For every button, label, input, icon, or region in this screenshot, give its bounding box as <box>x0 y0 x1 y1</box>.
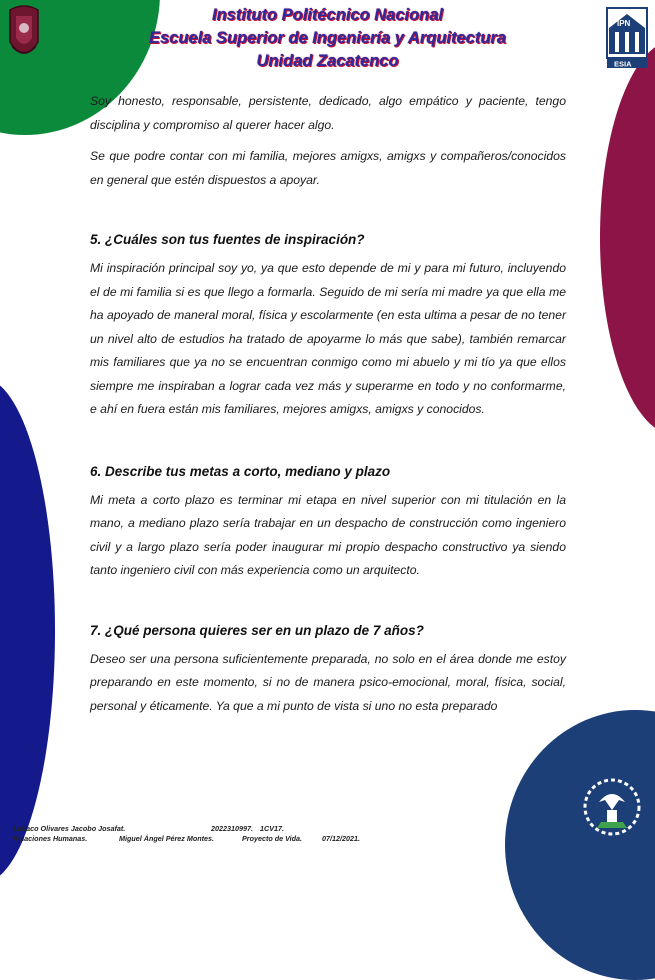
document-body <box>90 90 566 718</box>
page-footer <box>13 824 360 844</box>
footer-group: 1CV17. <box>260 824 284 833</box>
paragraph-qualities: Soy honesto, responsable, persistente, dedicado, algo empático y paciente, tengo disciplina y compromiso al querer hacer algo. <box>90 94 566 132</box>
institution-title: Instituto Politécnico Nacional <box>211 6 444 24</box>
decor-maroon-ellipse <box>600 40 655 435</box>
esia-logo-ipn-text: IPN <box>617 19 631 28</box>
esia-logo-text: ESIA <box>614 59 632 69</box>
footer-date: 07/12/2021. <box>322 834 360 843</box>
heading-question-6: 6. Describe tus metas a corto, mediano y plazo <box>90 463 391 479</box>
school-title: Escuela Superior de Ingeniería y Arquitectura <box>149 29 506 47</box>
decor-navy-left-ellipse <box>0 378 55 883</box>
heading-question-5: 5. ¿Cuáles son tus fuentes de inspiración? <box>90 232 365 247</box>
footer-teacher: Miguel Ángel Pérez Montes. <box>119 834 215 843</box>
footer-student-name: Lobaco Olivares Jacobo Josafat. <box>13 824 126 833</box>
decor-navy-right-circle <box>505 710 655 980</box>
footer-student-id: 2022310997. <box>211 824 253 833</box>
paragraph-support: Se que podre contar con mi familia, mejores amigxs, amigxs y compañeros/conocidos en general que estén dispuestos a apoyar. <box>90 149 566 187</box>
page-header <box>0 4 655 73</box>
paragraph-future-self: Deseo ser una persona suficientemente preparada, no solo en el área donde me estoy preparando en este momento, si no de manera psico-emocional, moral, física, social, personal y éticamente. Ya que a mi punto de vista si uno no esta preparado <box>90 651 566 713</box>
paragraph-goals: Mi meta a corto plazo es terminar mi etapa en nivel superior con mi titulación en la mano, a mediano plazo sería trabajar en un despacho de construcción como ingeniero civil y a largo plazo sería poder inaugurar mi propio despacho constructivo ya siendo tanto ingeniero civil con más experiencia como un arquitecto. <box>90 492 566 577</box>
unit-title: Unidad Zacatenco <box>256 52 399 70</box>
footer-project: Proyecto de Vida. <box>242 834 303 843</box>
paragraph-inspiration: Mi inspiración principal soy yo, ya que esto depende de mi y para mi futuro, incluyendo el de mi familia si es que llego a formarla. Seguido de mi sería mi madre ya que ella me ha apoyado de maneral moral, física y escolarmente (en esta ultima a pesar de no tener un nivel alto de estudios ha tratado de apoyarme lo más que sabe), también remarcar mis familiares que ya no se encuentran conmigo como mi abuelo y mi tío ya que ellos siempre me inspiraban a lograr cada vez más y superarme en todo y no conformarme, e ahí en fuera están mis familiares, mejores amigxs, amigxs y conocidos. <box>90 261 566 416</box>
heading-question-7: 7. ¿Qué persona quieres ser en un plazo de 7 años? <box>90 622 424 638</box>
bird-circle-emblem-icon <box>577 772 647 842</box>
footer-subject: Relaciones Humanas. <box>13 834 88 843</box>
